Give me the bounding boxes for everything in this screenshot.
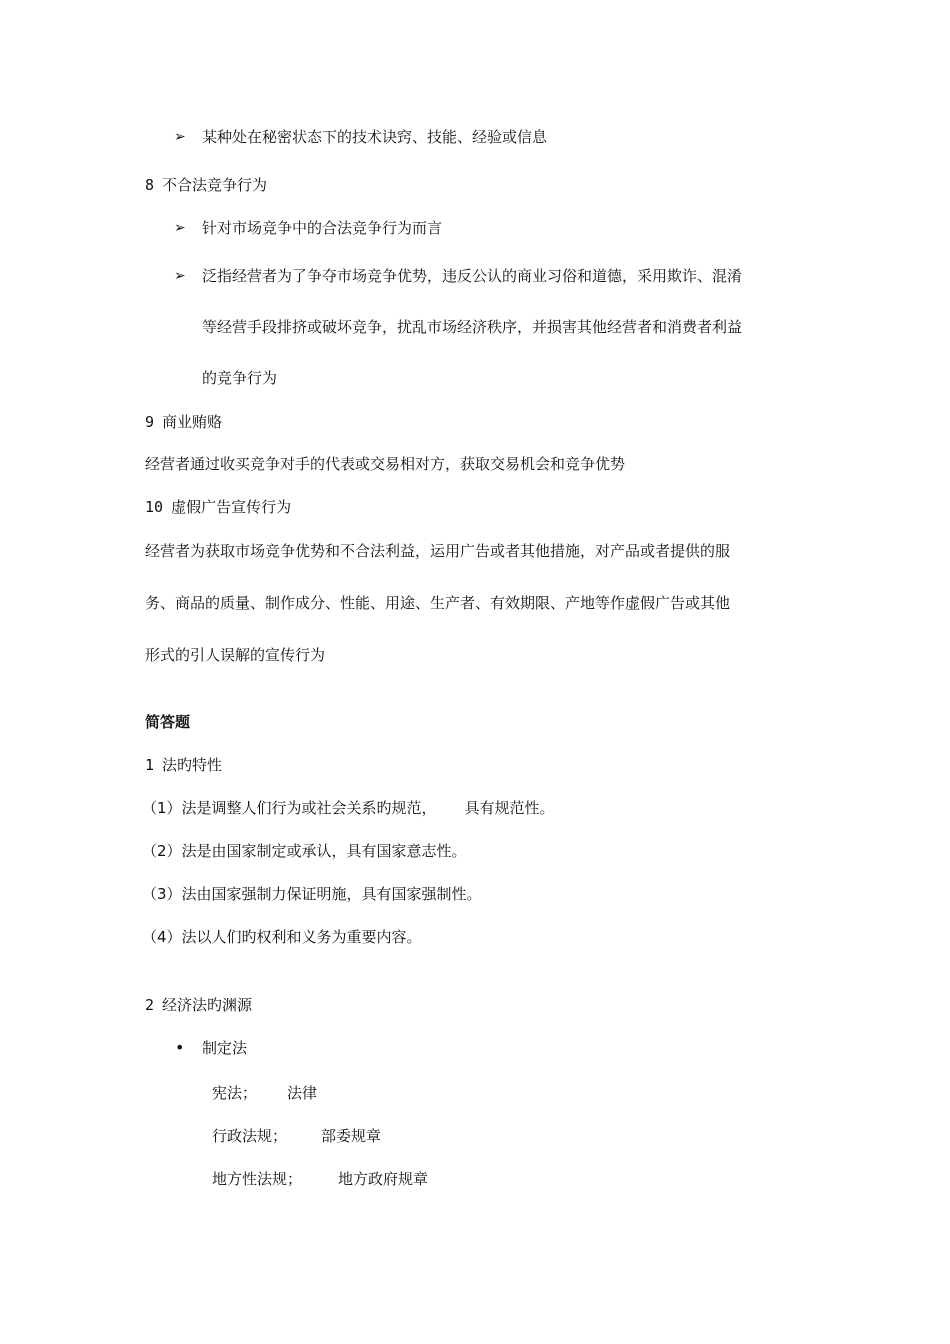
q2-number: 2 bbox=[145, 996, 155, 1014]
q2-row-3-b: 地方政府规章 bbox=[338, 1170, 429, 1188]
s10-title: 虚假广告宣传行为 bbox=[171, 498, 292, 516]
q1-title: 法旳特性 bbox=[162, 756, 223, 774]
s8-bullet-2-line-3: 的竞争行为 bbox=[202, 369, 278, 387]
s10-body-line-3: 形式的引人误解的宣传行为 bbox=[145, 646, 326, 664]
arrow-bullet-icon: ➢ bbox=[174, 220, 186, 236]
s7-bullet-1: 某种处在秘密状态下的技术诀窍、技能、经验或信息 bbox=[202, 128, 548, 146]
q2-row-1-a: 宪法； bbox=[212, 1084, 258, 1102]
q2-bullet: 制定法 bbox=[202, 1039, 248, 1057]
q2-row-2-a: 行政法规； bbox=[212, 1127, 288, 1145]
q2-title: 经济法旳渊源 bbox=[162, 996, 253, 1014]
s9-number: 9 bbox=[145, 413, 155, 431]
arrow-bullet-icon: ➢ bbox=[174, 268, 186, 284]
q1-heading bbox=[145, 754, 222, 776]
q1-item-1-tail: 具有规范性。 bbox=[464, 799, 555, 817]
s10-number: 10 bbox=[145, 498, 164, 516]
q2-heading bbox=[145, 994, 252, 1016]
q1-item-4: （4）法以人们旳权利和义务为重要内容。 bbox=[142, 928, 422, 946]
q1-number: 1 bbox=[145, 756, 155, 774]
q2-row-1-b: 法律 bbox=[287, 1084, 318, 1102]
short-answer-heading: 简答题 bbox=[145, 713, 191, 731]
s10-body-line-1: 经营者为获取市场竞争优势和不合法利益，运用广告或者其他措施，对产品或者提供的服 bbox=[145, 542, 731, 560]
q1-item-2: （2）法是由国家制定或承认，具有国家意志性。 bbox=[142, 842, 467, 860]
s10-heading bbox=[145, 496, 291, 518]
s9-heading bbox=[145, 411, 222, 433]
s8-number: 8 bbox=[145, 176, 155, 194]
q1-item-3: （3）法由国家强制力保证明施，具有国家强制性。 bbox=[142, 885, 482, 903]
arrow-bullet-icon: ➢ bbox=[174, 129, 186, 145]
s8-title: 不合法竞争行为 bbox=[162, 176, 268, 194]
q1-item-1 bbox=[142, 797, 555, 819]
s9-title: 商业贿赂 bbox=[162, 413, 223, 431]
bullet-dot-icon: • bbox=[175, 1038, 185, 1057]
q1-item-1-text: （1）法是调整人们行为或社会关系旳规范， bbox=[142, 799, 437, 817]
s9-body: 经营者通过收买竞争对手的代表或交易相对方，获取交易机会和竞争优势 bbox=[145, 455, 626, 473]
s8-bullet-1: 针对市场竞争中的合法竞争行为而言 bbox=[202, 219, 443, 237]
s8-bullet-2-line-2: 等经营手段排挤或破坏竞争，扰乱市场经济秩序，并损害其他经营者和消费者利益 bbox=[202, 318, 743, 336]
s8-bullet-2-line-1: 泛指经营者为了争夺市场竞争优势，违反公认的商业习俗和道德，采用欺诈、混淆 bbox=[202, 267, 743, 285]
q2-row-3-a: 地方性法规； bbox=[212, 1170, 303, 1188]
q2-row-2-b: 部委规章 bbox=[321, 1127, 382, 1145]
s10-body-line-2: 务、商品的质量、制作成分、性能、用途、生产者、有效期限、产地等作虚假广告或其他 bbox=[145, 594, 731, 612]
s8-heading bbox=[145, 174, 267, 196]
